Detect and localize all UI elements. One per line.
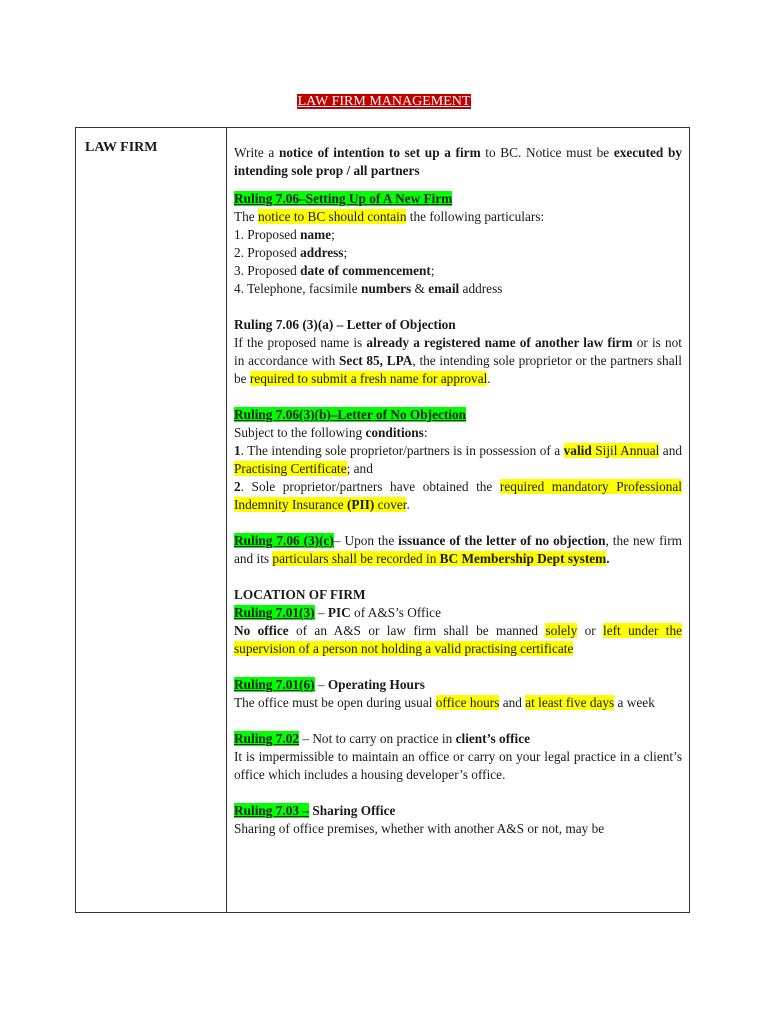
ruling-7-03-heading: Ruling 7.03 – Sharing Office bbox=[234, 803, 396, 818]
particular-item-3: 3. Proposed date of commencement; bbox=[234, 263, 435, 278]
ruling-7-06-3a-heading: Ruling 7.06 (3)(a) – Letter of Objection bbox=[234, 317, 456, 332]
content-cell bbox=[234, 144, 682, 912]
ruling-7-02-body: It is impermissible to maintain an office or carry on your legal practice in a client’s office which includes a housing developer’s office. bbox=[234, 749, 682, 782]
ruling-7-01-6-body: The office must be open during usual office hours and at least five days a week bbox=[234, 695, 655, 710]
ruling-7-06-3a-body: If the proposed name is already a registered name of another law firm or is not in accordance with Sect 85, LPA, the intending sole proprietor or the partners shall be required to submit a fresh name for approval. bbox=[234, 335, 682, 386]
row-label: LAW FIRM bbox=[85, 140, 158, 155]
condition-2: 2. Sole proprietor/partners have obtained the required mandatory Professional Indemnity Insurance (PII) cover. bbox=[234, 479, 682, 512]
ruling-7-06-3c-paragraph: Ruling 7.06 (3)(c)– Upon the issuance of the letter of no objection, the new firm and its particulars shall be recorded in BC Membership Dept system. bbox=[234, 533, 682, 566]
intro-paragraph: Write a notice of intention to set up a firm to BC. Notice must be executed by intending sole prop / all partners bbox=[234, 145, 682, 178]
document-title: LAW FIRM MANAGEMENT bbox=[297, 94, 471, 109]
ruling-7-01-3-heading: Ruling 7.01(3) – PIC of A&S’s Office bbox=[234, 605, 441, 620]
column-divider bbox=[226, 128, 227, 912]
particular-item-4: 4. Telephone, facsimile numbers & email address bbox=[234, 281, 503, 296]
content-table bbox=[75, 127, 690, 913]
condition-1: 1. The intending sole proprietor/partners is in possession of a valid Sijil Annual and Practising Certificate; and bbox=[234, 443, 682, 476]
ruling-7-06-3b-heading: Ruling 7.06(3)(b)–Letter of No Objection bbox=[234, 407, 467, 422]
ruling-7-06-heading: Ruling 7.06–Setting Up of A New Firm bbox=[234, 191, 453, 206]
particular-item-2: 2. Proposed address; bbox=[234, 245, 348, 260]
location-of-firm-heading: LOCATION OF FIRM bbox=[234, 587, 366, 602]
ruling-7-06-3b-intro: Subject to the following conditions: bbox=[234, 425, 428, 440]
ruling-7-02-heading: Ruling 7.02 – Not to carry on practice in client’s office bbox=[234, 731, 531, 746]
ruling-7-06-intro: The notice to BC should contain the following particulars: bbox=[234, 209, 545, 224]
ruling-7-01-3-body: No office of an A&S or law firm shall be manned solely or left under the supervision of a person not holding a valid practising certificate bbox=[234, 623, 682, 656]
ruling-7-03-body: Sharing of office premises, whether with another A&S or not, may be bbox=[234, 821, 605, 836]
particular-item-1: 1. Proposed name; bbox=[234, 227, 335, 242]
ruling-7-01-6-heading: Ruling 7.01(6) – Operating Hours bbox=[234, 677, 425, 692]
